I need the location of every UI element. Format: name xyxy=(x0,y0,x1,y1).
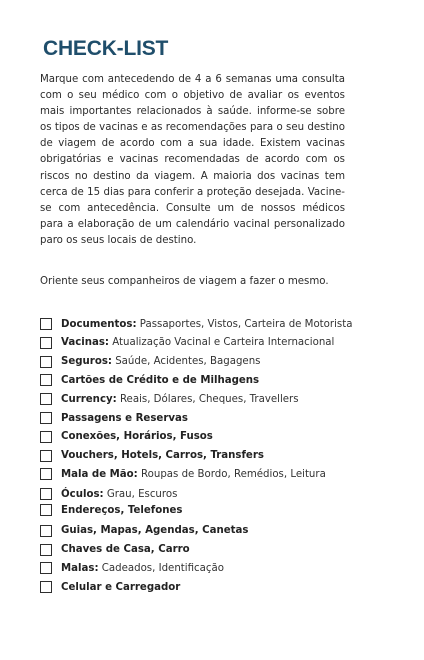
checklist-item-vouchers[interactable] xyxy=(40,448,264,464)
item-label: Mala de Mão: xyxy=(61,468,138,480)
checklist-item-currency[interactable] xyxy=(40,391,299,407)
checklist-item-conexoes[interactable] xyxy=(40,429,213,445)
checklist-item-mala-de-mao[interactable] xyxy=(40,466,326,482)
checklist-item-seguros[interactable] xyxy=(40,354,260,370)
checkbox[interactable] xyxy=(40,412,52,424)
checkbox[interactable] xyxy=(40,544,52,556)
checkbox[interactable] xyxy=(40,337,52,349)
item-detail: Saúde, Acidentes, Bagagens xyxy=(111,356,261,368)
checklist-item-malas[interactable] xyxy=(40,560,224,576)
checklist-item-documentos[interactable] xyxy=(40,316,352,332)
item-label: Cartões de Crédito e de Milhagens xyxy=(61,374,260,386)
item-label: Documentos: xyxy=(61,318,137,330)
item-detail: Cadeados, Identificação xyxy=(98,562,224,574)
checkbox[interactable] xyxy=(40,393,52,405)
checkbox[interactable] xyxy=(40,450,52,462)
item-label: Passagens e Reservas xyxy=(61,412,188,424)
orient-note: Oriente seus companheiros de viagem a fazer o mesmo. xyxy=(40,276,329,287)
page-title: CHECK-LIST xyxy=(43,37,169,60)
item-detail: Atualização Vacinal e Carteira Internacional xyxy=(109,337,335,349)
item-detail: Passaportes, Vistos, Carteira de Motorista xyxy=(136,318,353,330)
item-label: Óculos: xyxy=(61,488,104,500)
checklist-item-vacinas[interactable] xyxy=(40,335,334,351)
checklist-item-oculos[interactable] xyxy=(40,486,177,502)
item-label: Chaves de Casa, Carro xyxy=(61,544,190,556)
checkbox[interactable] xyxy=(40,431,52,443)
checkbox[interactable] xyxy=(40,356,52,368)
item-label: Endereços, Telefones xyxy=(61,504,183,516)
item-detail: Roupas de Bordo, Remédios, Leitura xyxy=(137,468,326,480)
checkbox[interactable] xyxy=(40,488,52,500)
checklist-item-cartoes[interactable] xyxy=(40,372,259,388)
item-label: Seguros: xyxy=(61,356,112,368)
item-label: Vacinas: xyxy=(61,337,109,349)
checkbox[interactable] xyxy=(40,525,52,537)
item-label: Currency: xyxy=(61,393,117,405)
intro-paragraph: Marque com antecedendo de 4 a 6 semanas uma consulta com o seu médico com o objetivo de avaliar os eventos mais importantes relacionados à saúde. informe-se sobre os tipos de vacinas e as recomendações para o seu destino de viagem de acordo com a sua idade. Existem vacinas obrigatórias e vacinas recomendadas de acordo com os riscos no destino da viagem. A maioria dos vacinas tem cerca de 15 dias para conferir a proteção desejada. Vacine-se com antecedência. Consulte um de nossos médicos para a elaboração de um calendário vacinal personalizado paro os seus locais de destino. xyxy=(40,74,345,246)
checkbox[interactable] xyxy=(40,374,52,386)
item-label: Celular e Carregador xyxy=(61,581,181,593)
checklist-item-guias[interactable] xyxy=(40,523,248,539)
checklist-item-chaves[interactable] xyxy=(40,542,190,558)
checklist-item-celular[interactable] xyxy=(40,579,180,595)
checkbox[interactable] xyxy=(40,581,52,593)
checkbox[interactable] xyxy=(40,504,52,516)
item-detail: Reais, Dólares, Cheques, Travellers xyxy=(116,393,299,405)
item-label: Vouchers, Hotels, Carros, Transfers xyxy=(61,450,264,462)
item-detail: Grau, Escuros xyxy=(103,488,178,500)
checklist-item-passagens[interactable] xyxy=(40,410,188,426)
checklist-item-enderecos[interactable] xyxy=(40,502,182,518)
item-label: Conexões, Horários, Fusos xyxy=(61,431,213,443)
checkbox[interactable] xyxy=(40,318,52,330)
item-label: Guias, Mapas, Agendas, Canetas xyxy=(61,525,249,537)
item-label: Malas: xyxy=(61,562,99,574)
checkbox[interactable] xyxy=(40,468,52,480)
checkbox[interactable] xyxy=(40,562,52,574)
